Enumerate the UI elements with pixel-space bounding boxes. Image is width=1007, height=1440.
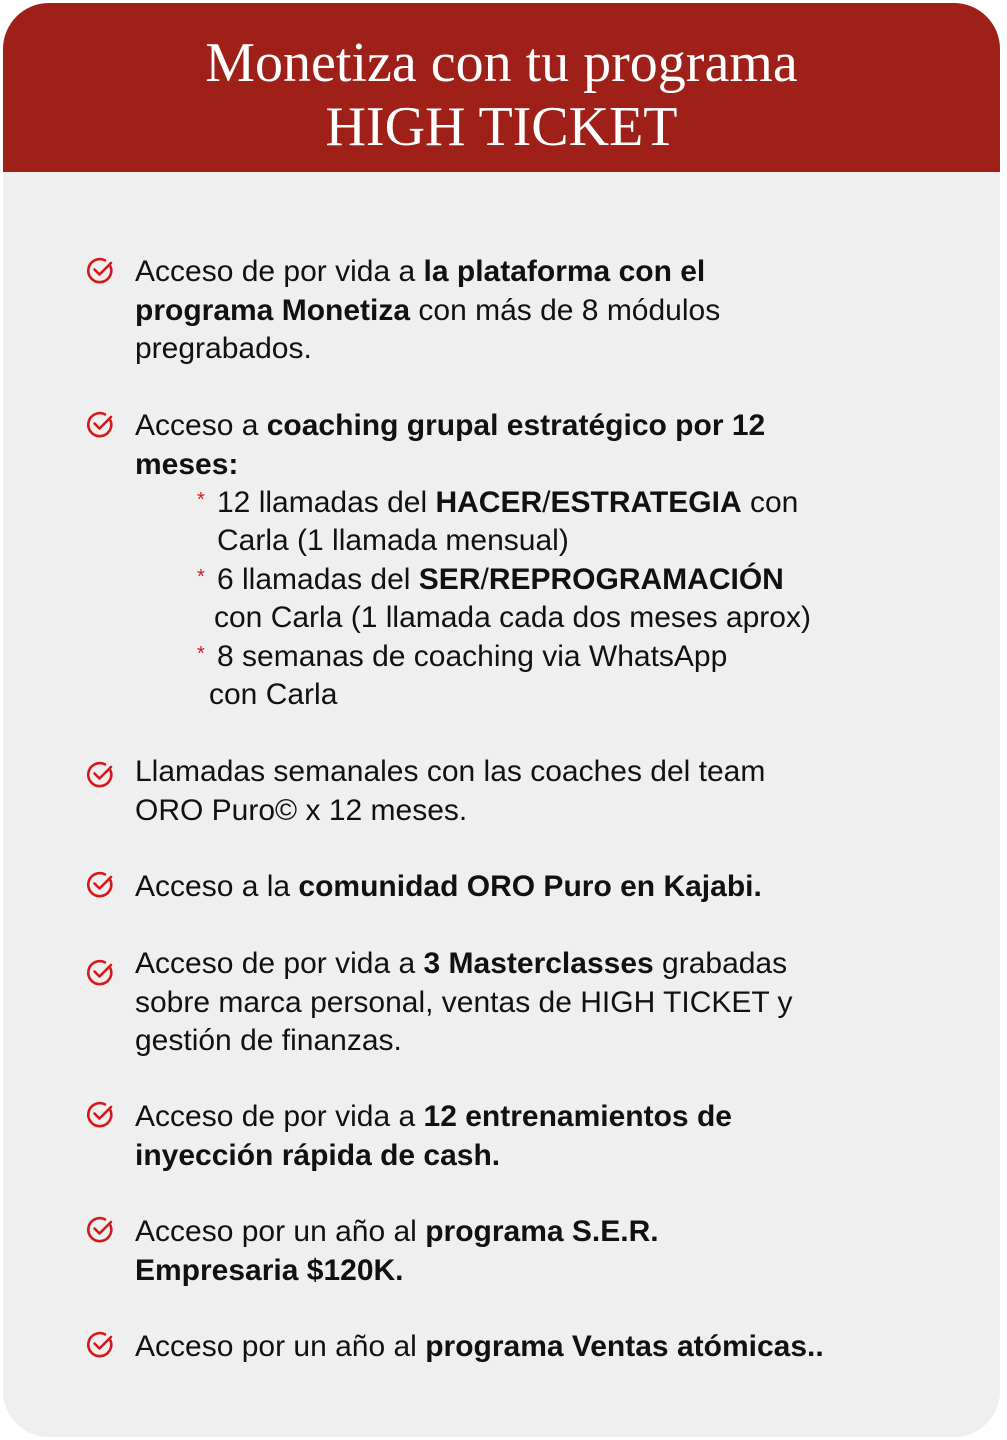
item-text-bold: SER [418,563,481,596]
list-item-text [135,1328,915,1367]
item-text-part: Acceso de por vida a [135,255,424,288]
item-text-bold: programa Monetiza [135,293,411,327]
item-text-part: 6 llamadas del [217,563,419,596]
list-item-text [135,407,915,484]
check-circle-icon [85,870,115,900]
list-item-text [135,1098,915,1175]
item-text-part: grabadas [653,947,788,980]
item-text-part: con más de 8 módulos [410,293,721,327]
check-circle-icon [85,410,115,440]
item-text-bold: programa S.E.R. [425,1215,659,1248]
item-text-part: ORO Puro© x 12 meses. [135,793,468,827]
item-text-part: con Carla [209,678,338,711]
item-text-bold: Empresaria $120K. [135,1253,404,1287]
item-text-part: Acceso a [135,409,267,442]
asterisk-marker: * [197,489,205,511]
item-text-bold: meses: [135,447,239,481]
check-circle-icon [85,1215,115,1245]
item-text-part: pregrabados. [135,332,312,365]
sub-item-text [214,599,811,638]
sub-item-text [217,484,798,523]
sub-item-text [209,676,337,715]
list-item-text [135,945,915,1061]
item-text-part: / [542,486,551,519]
sub-item-text [217,561,784,600]
item-text-part: Acceso a la [135,870,299,903]
offer-card [3,3,1000,1437]
item-text-part: Acceso por un año al [135,1215,426,1248]
list-item-text [135,1213,915,1290]
header-banner [3,3,1000,172]
asterisk-marker: * [197,566,205,588]
item-text-part: Acceso de por vida a [135,1100,424,1133]
item-text-bold: ESTRATEGIA [550,486,742,519]
check-circle-icon [85,760,115,790]
check-circle-icon [85,1100,115,1130]
asterisk-marker: * [197,643,205,665]
item-text-part: gestión de finanzas. [135,1024,402,1057]
check-circle-icon [85,958,115,988]
item-text-bold: 3 Masterclasses [423,947,654,980]
sub-item-text [217,638,727,677]
list-item-text [135,253,915,369]
item-text-part: Carla (1 llamada mensual) [217,524,569,557]
check-circle-icon [85,256,115,286]
item-text-bold: 12 entrenamientos de [423,1100,732,1133]
item-text-part: 12 llamadas del [217,486,436,519]
item-text-bold: HACER [435,486,543,519]
sub-item-text [217,522,569,561]
item-text-part: con [741,486,799,519]
item-text-part: Llamadas semanales con las coaches del team [135,755,766,788]
item-text-part: Acceso de por vida a [135,947,424,980]
item-text-part: 8 semanas de coaching via WhatsApp [217,640,728,673]
page-title-line-2: HIGH TICKET [325,96,678,158]
list-item-text [135,753,915,830]
item-text-bold: REPROGRAMACIÓN [488,563,784,596]
page-title-line-1: Monetiza con tu programa [205,32,798,94]
item-text-bold: comunidad ORO Puro en Kajabi. [298,870,762,903]
item-text-bold: coaching grupal estratégico por 12 [266,409,766,442]
item-text-bold: inyección rápida de cash. [135,1138,501,1172]
item-text-part: sobre marca personal, ventas de HIGH TICKET y [135,985,793,1019]
item-text-part: con Carla (1 llamada cada dos meses aprox) [214,601,811,634]
item-text-bold: programa Ventas atómicas.. [425,1330,824,1363]
check-circle-icon [85,1330,115,1360]
list-item-text [135,868,915,907]
item-text-bold: la plataforma con el [423,255,706,288]
item-text-part: Acceso por un año al [135,1330,426,1363]
item-text-part: / [480,563,489,596]
